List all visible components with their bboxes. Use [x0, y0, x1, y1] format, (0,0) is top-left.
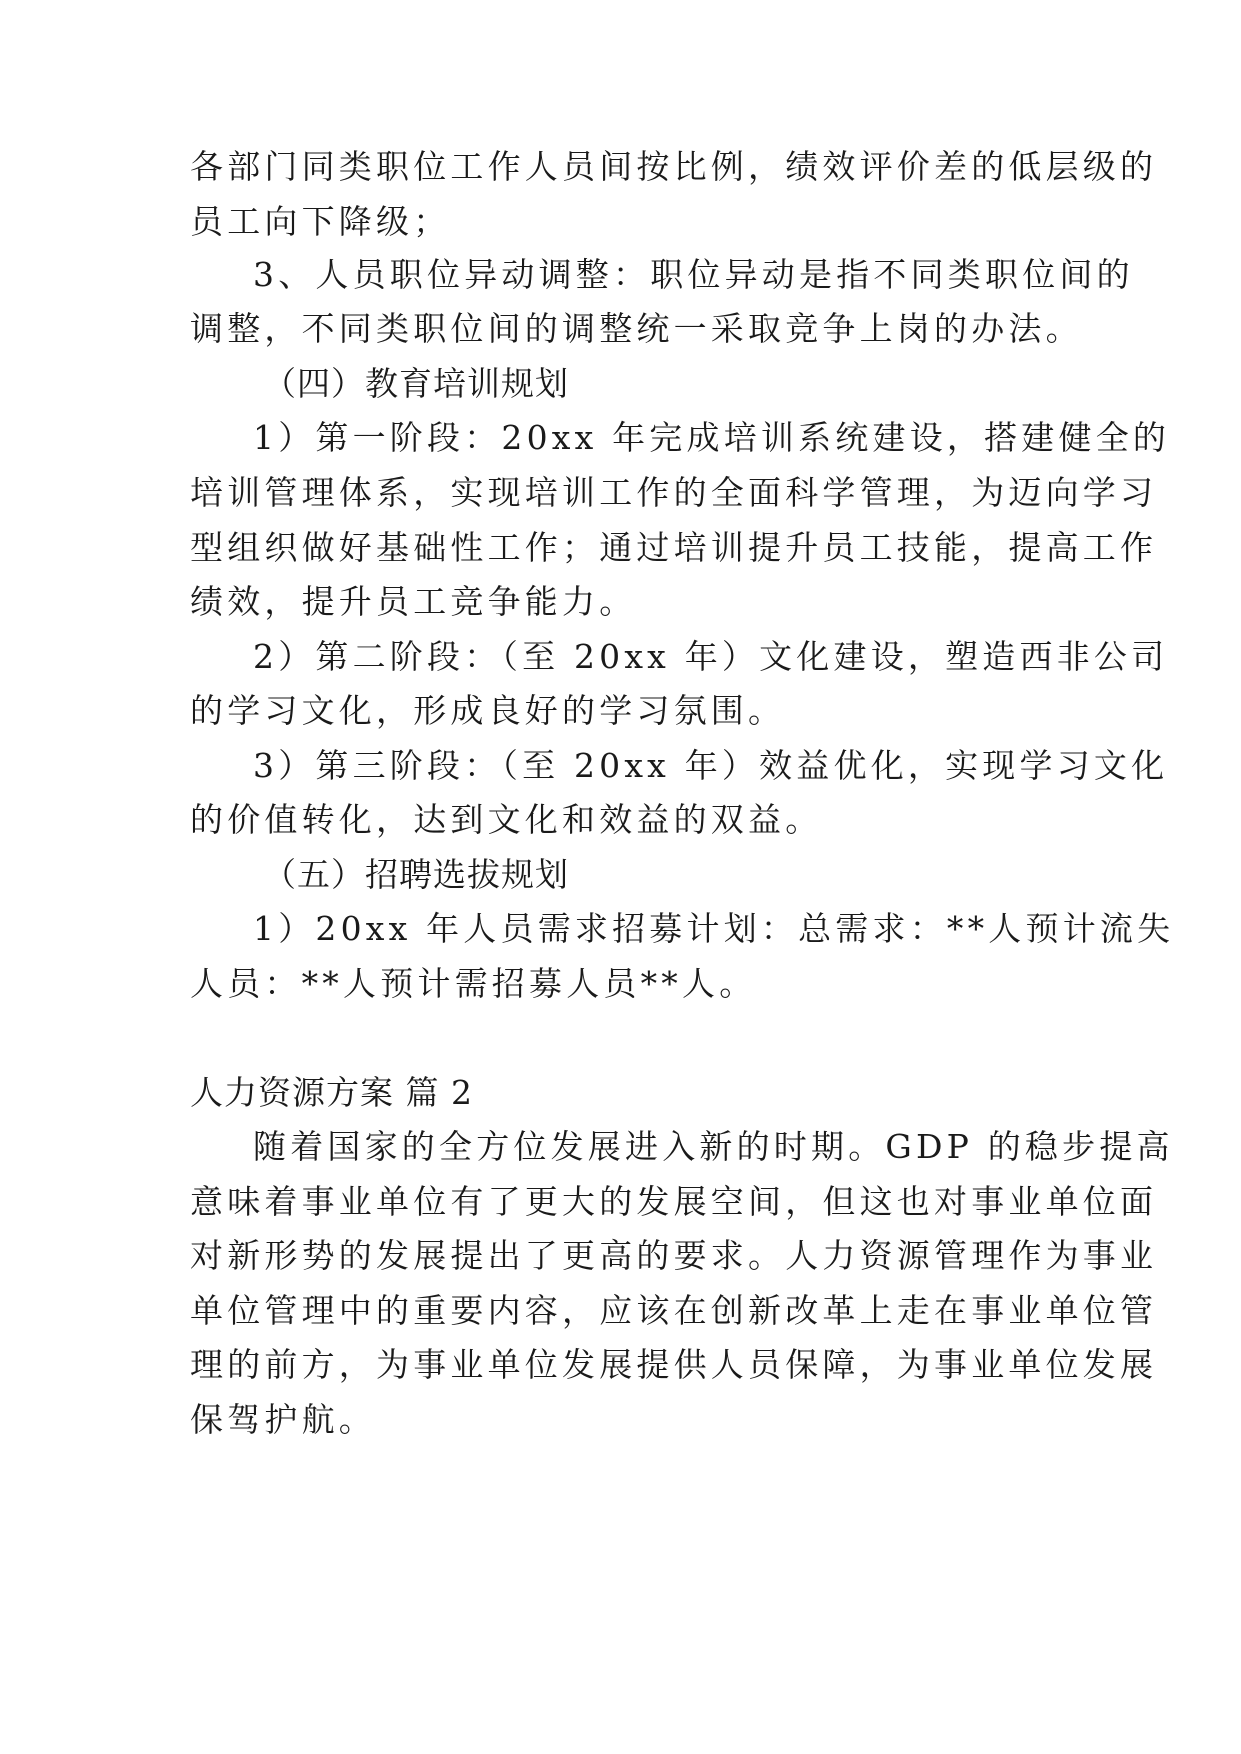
paragraph-line: 意味着事业单位有了更大的发展空间，但这也对事业单位面 — [190, 1182, 1158, 1221]
section-heading-education-training: （四）教育培训规划 — [263, 364, 569, 403]
paragraph-line: 调整，不同类职位间的调整统一采取竞争上岗的办法。 — [190, 309, 1083, 348]
paragraph-line: 绩效，提升员工竞争能力。 — [190, 582, 637, 621]
paragraph-line: 的价值转化，达到文化和效益的双益。 — [190, 800, 823, 839]
list-item-line: 3、人员职位异动调整：职位异动是指不同类职位间的 — [253, 255, 1134, 294]
article-title: 人力资源方案 篇 2 — [190, 1073, 473, 1112]
paragraph-line: 型组织做好基础性工作；通过培训提升员工技能，提高工作 — [190, 528, 1158, 567]
paragraph-line: 保驾护航。 — [190, 1400, 376, 1439]
paragraph-line: 人员：**人预计需招募人员**人。 — [190, 964, 757, 1003]
list-item-line: 1）20xx 年人员需求招募计划：总需求：**人预计流失 — [253, 909, 1175, 948]
list-item-line: 1）第一阶段：20xx 年完成培训系统建设，搭建健全的 — [253, 418, 1171, 457]
list-item-line: 2）第二阶段：（至 20xx 年）文化建设，塑造西非公司 — [253, 637, 1169, 676]
paragraph-line: 各部门同类职位工作人员间按比例，绩效评价差的低层级的 — [190, 147, 1158, 186]
paragraph-line: 员工向下降级； — [190, 202, 451, 241]
paragraph-line: 的学习文化，形成良好的学习氛围。 — [190, 691, 786, 730]
paragraph-line: 随着国家的全方位发展进入新的时期。GDP 的稳步提高 — [253, 1127, 1174, 1166]
list-item-line: 3）第三阶段：（至 20xx 年）效益优化，实现学习文化 — [253, 746, 1169, 785]
paragraph-line: 理的前方，为事业单位发展提供人员保障，为事业单位发展 — [190, 1345, 1158, 1384]
section-heading-recruitment: （五）招聘选拔规划 — [263, 855, 569, 894]
paragraph-line: 单位管理中的重要内容，应该在创新改革上走在事业单位管 — [190, 1291, 1158, 1330]
paragraph-line: 培训管理体系，实现培训工作的全面科学管理，为迈向学习 — [190, 473, 1158, 512]
paragraph-line: 对新形势的发展提出了更高的要求。人力资源管理作为事业 — [190, 1236, 1158, 1275]
